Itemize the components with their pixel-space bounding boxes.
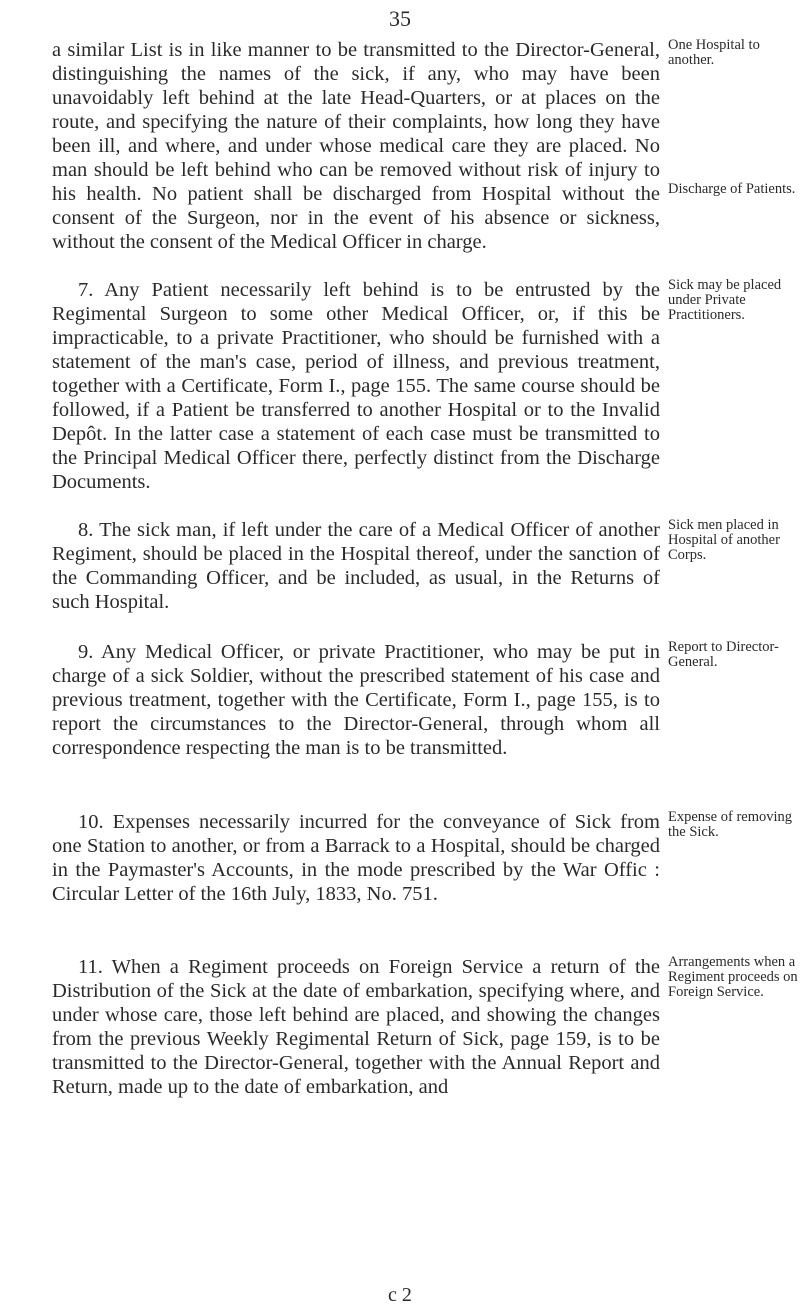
paragraph-6-continued: a similar List is in like manner to be transmitted to the Director-General, distinguishing the names of the sick, if any, who may have been unavoidably left behind at the late Head-Quarters, or at places on the route, and specifying the nature of their complaints, how long they have been ill, and where, and under whose medical care they are placed. No man should be left behind who can be removed without risk of injury to his health. No patient shall be discharged from Hospital without the consent of the Surgeon, nor in the event of his absence or sickness, without the consent of the Medical Officer in charge.	[52, 39, 660, 253]
margin-note-sick-private: Sick may be placed under Private Practitioners.	[668, 277, 782, 323]
paragraph-7	[52, 278, 660, 494]
paragraph-8-text: 8. The sick man, if left under the care of a Medical Officer of another Regiment, should be placed in the Hospital thereof, under the sanction of the Commanding Officer, and be included, as usual, in the Returns of such Hospital.	[52, 519, 660, 613]
margin-note-expense: Expense of removing the Sick.	[668, 809, 793, 840]
margin-note-report: Report to Director-General.	[668, 639, 779, 670]
paragraph-9	[52, 640, 660, 760]
margin-note-sick-men: Sick men placed in Hospital of another Corps.	[668, 517, 780, 563]
margin-note-discharge: Discharge of Patients.	[668, 181, 796, 197]
margin-note-arrangements: Arrangements when a Regiment proceeds on Foreign Service.	[668, 954, 798, 1000]
page-number: 35	[389, 6, 411, 31]
paragraph-9-text: 9. Any Medical Officer, or private Practitioner, who may be put in charge of a sick Soldier, without the prescribed statement of his case and previous treatment, together with the Certificate, Form I., page 155, is to report the circumstances to the Director-General, through whom all correspondence respecting the man is to be transmitted.	[52, 641, 660, 759]
paragraph-7-text: 7. Any Patient necessarily left behind is to be entrusted by the Regimental Surgeon to some other Medical Officer, or, if this be impracticable, to a private Practitioner, who should be furnished with a statement of the man's case, period of illness, and previous treatment, together with a Certificate, Form I., page 155. The same course should be followed, if a Patient be transferred to another Hospital or to the Invalid Depôt. In the latter case a statement of each case must be transmitted to the Principal Medical Officer there, perfectly distinct from the Discharge Documents.	[52, 279, 660, 493]
paragraph-10-text: 10. Expenses necessarily incurred for the conveyance of Sick from one Station to another, or from a Barrack to a Hospital, should be charged in the Paymaster's Accounts, in the mode prescribed by the War Offic : Circular Letter of the 16th July, 1833, No. 751.	[52, 811, 660, 905]
paragraph-11	[52, 955, 660, 1099]
signature-mark: c 2	[388, 1284, 412, 1306]
paragraph-10	[52, 810, 660, 906]
paragraph-8	[52, 518, 660, 614]
margin-note-one-hospital: One Hospital to another.	[668, 37, 760, 68]
paragraph-11-text: 11. When a Regiment proceeds on Foreign Service a return of the Distribution of the Sick at the date of embarkation, specifying where, and under whose care, those left behind are placed, and showing the changes from the previous Weekly Regimental Return of Sick, page 159, is to be transmitted to the Director-General, together with the Annual Report and Return, made up to the date of embarkation, and	[52, 956, 660, 1098]
